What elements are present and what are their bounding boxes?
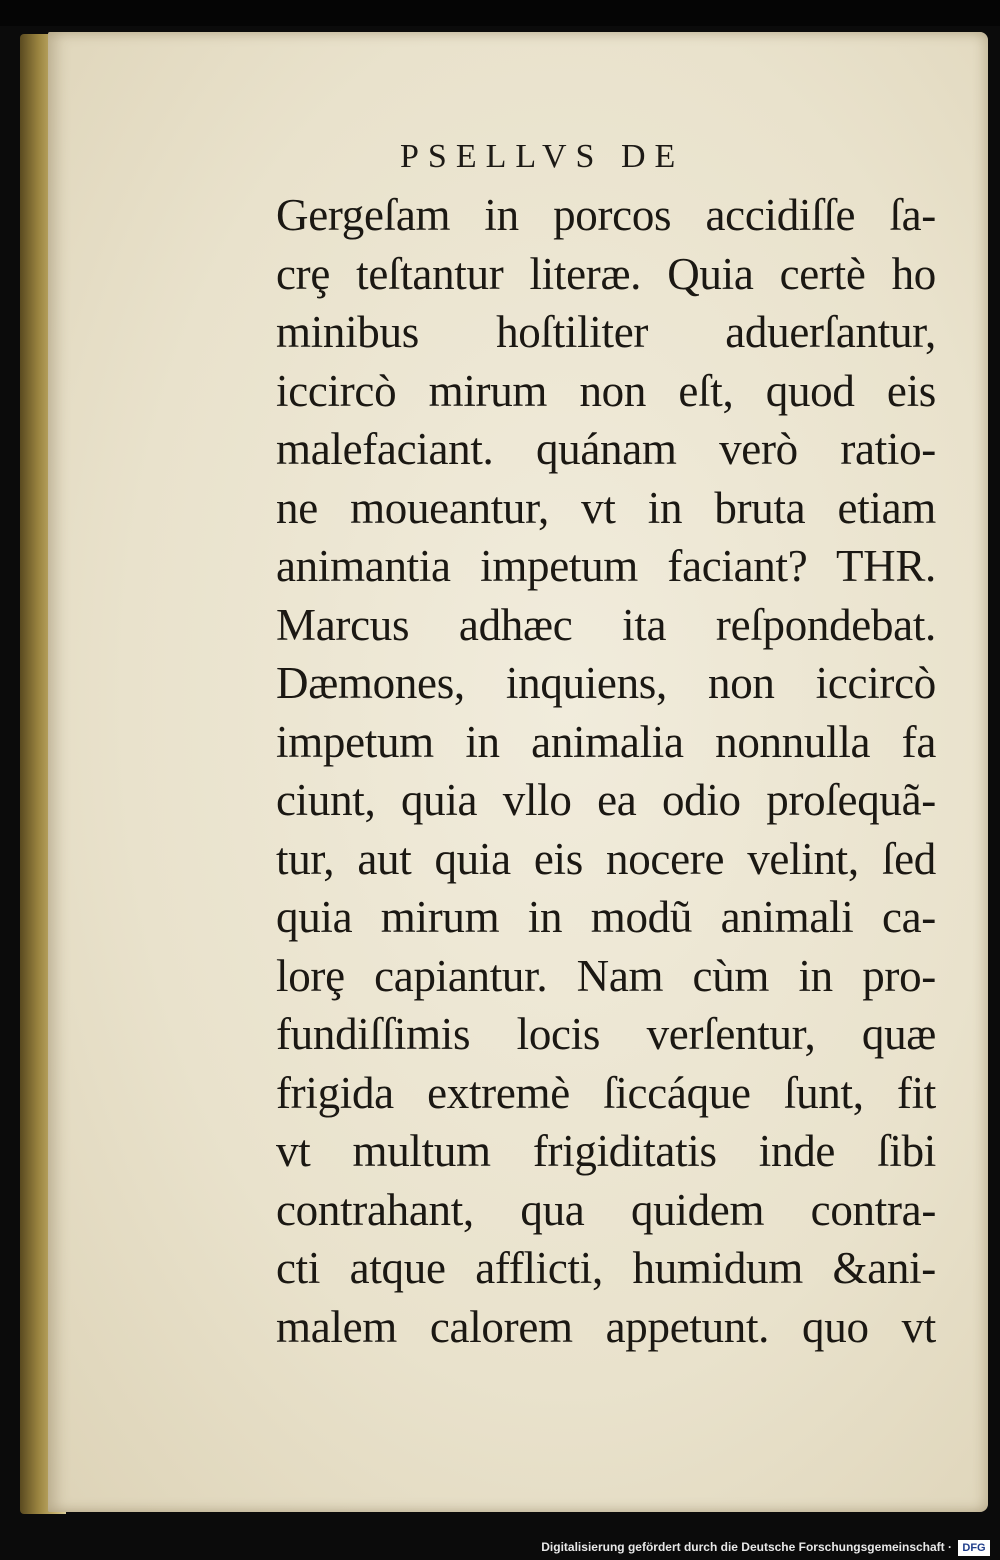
text-line: impetum in animalia nonnulla fa (276, 716, 936, 767)
text-line: iccircò mirum non eſt, quod eis (276, 365, 936, 416)
dfg-logo: DFG (958, 1540, 990, 1556)
text-block (276, 186, 936, 1356)
text-line: malefaciant. quánam verò ratio- (276, 424, 936, 474)
running-head: PSELLVS DE (400, 138, 685, 175)
scanner-top-border (0, 0, 1000, 26)
text-line: frigida extremè ſiccáque ſunt, fit (276, 1067, 936, 1118)
text-line: Gergeſam in porcos accidiſſe ſa- (276, 190, 936, 240)
text-line: contrahant, qua quidem contra- (276, 1184, 936, 1235)
text-line: Dæmones, inquiens, non iccircò (276, 658, 936, 708)
text-line: quia mirum in modũ animali ca- (276, 892, 936, 942)
text-line: vt multum frigiditatis inde ſibi (276, 1126, 936, 1176)
text-line: cti atque afflicti, humidum &ani- (276, 1243, 936, 1293)
text-line: malem calorem appetunt. quo vt (276, 1301, 936, 1352)
digitization-credit: Digitalisierung gefördert durch die Deutsche Forschungsgemeinschaft · (541, 1540, 952, 1554)
text-line: fundiſſimis locis verſentur, quæ (276, 1009, 936, 1059)
text-line: animantia impetum faciant? THR. (276, 541, 936, 591)
text-line: tur, aut quia eis nocere velint, ſed (276, 833, 936, 884)
text-line: crȩ teſtantur literæ. Quia certè ho (276, 248, 936, 299)
text-line: minibus hoſtiliter aduerſantur, (276, 307, 936, 357)
text-line: ciunt, quia vllo ea odio proſequã- (276, 775, 936, 825)
text-line: lorȩ capiantur. Nam cùm in pro- (276, 950, 936, 1001)
text-line: Marcus adhæc ita reſpondebat. (276, 599, 936, 650)
text-line: ne moueantur, vt in bruta etiam (276, 482, 936, 533)
